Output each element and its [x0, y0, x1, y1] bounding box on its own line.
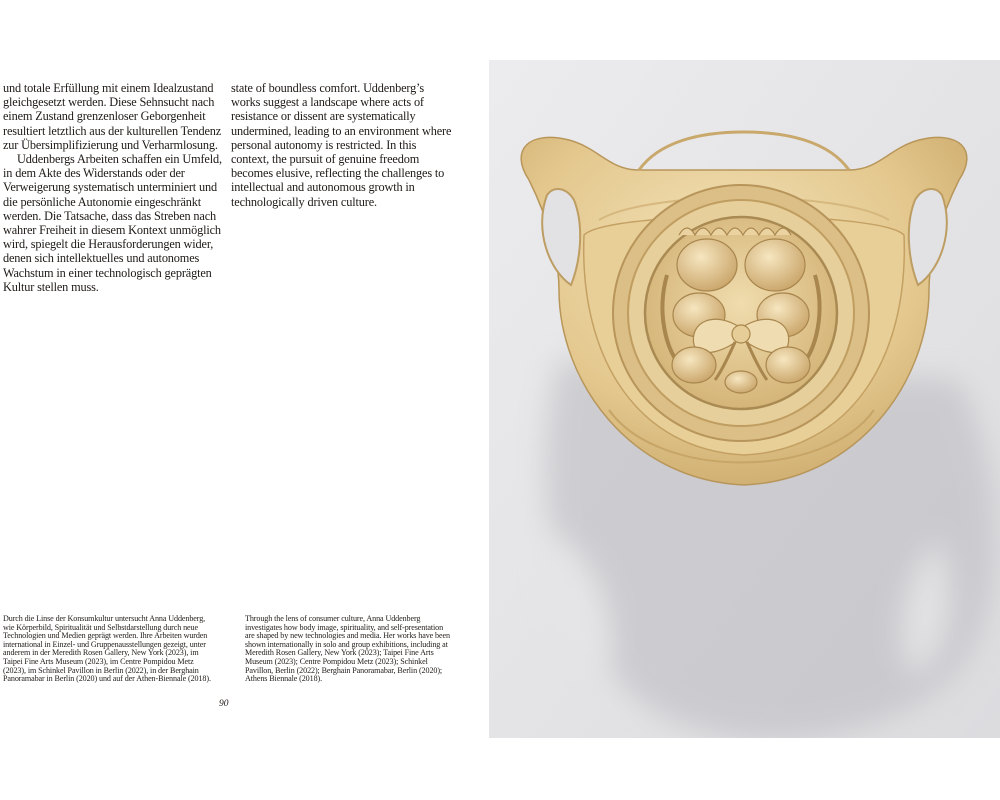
english-artist-bio: Through the lens of consumer culture, Anna Uddenberg investigates how body image, spirituality, and self-presentation are shaped by new technologies and media. Her works have been shown internationally in solo and group exhibitions, including at Meredith Rosen Gallery, New York (2023); Taipei Fine Arts Museum (2023); Centre Pompidou Metz (2023); Schinkel Pavillon, Berlin (2022); Berghain Panoramabar, Berlin (2020); Athens Biennale (2018). — [245, 614, 450, 684]
sculpture-illustration — [489, 60, 1000, 738]
german-paragraph-2: Uddenbergs Arbeiten schaffen ein Umfeld, in dem Akte des Widerstands oder der Verweigerung systematisch unterminiert und die persönliche Autonomie eingeschränkt werden. Die Tatsache, dass das Streben nach wahrer Freiheit in diesem Kontext unmöglich wird, spiegelt die Herausforderungen wider, denen sich intellektuelles und autonomes Wachstum in einer technologisch geprägten Kultur stellen muss. — [3, 152, 222, 294]
german-body-text — [3, 81, 225, 294]
page-number: 90 — [219, 699, 229, 709]
german-artist-bio: Durch die Linse der Konsumkultur untersucht Anna Uddenberg, wie Körperbild, Spiritualität und Selbstdarstellung durch neue Technologien und Medien geprägt werden. Ihre Arbeiten wurden international in Einzel- und Gruppenausstellungen gezeigt, unter anderem in der Meredith Rosen Gallery, New York (2023), im Taipei Fine Arts Museum (2023), im Centre Pompidou Metz (2023), im Schinkel Pavillon in Berlin (2022), in der Berghain Panoramabar in Berlin (2020) und auf der Athen-Biennale (2018). — [3, 614, 211, 684]
german-paragraph-1: und totale Erfüllung mit einem Idealzustand gleichgesetzt werden. Diese Sehnsucht nach einem Zustand grenzenloser Geborgenheit resultiert letztlich aus der kulturellen Tendenz zur Übersimplifizierung und Verharmlosung. — [3, 81, 222, 152]
english-paragraph-1: state of boundless comfort. Uddenberg’s works suggest a landscape where acts of resistance or dissent are systematically undermined, leading to an environment where personal autonomy is restricted. In this context, the pursuit of genuine freedom becomes elusive, reflecting the challenges to intellectual and autonomous growth in technologically driven culture. — [231, 81, 452, 209]
sculpture-photograph — [489, 60, 1000, 738]
english-body-text — [231, 81, 455, 209]
